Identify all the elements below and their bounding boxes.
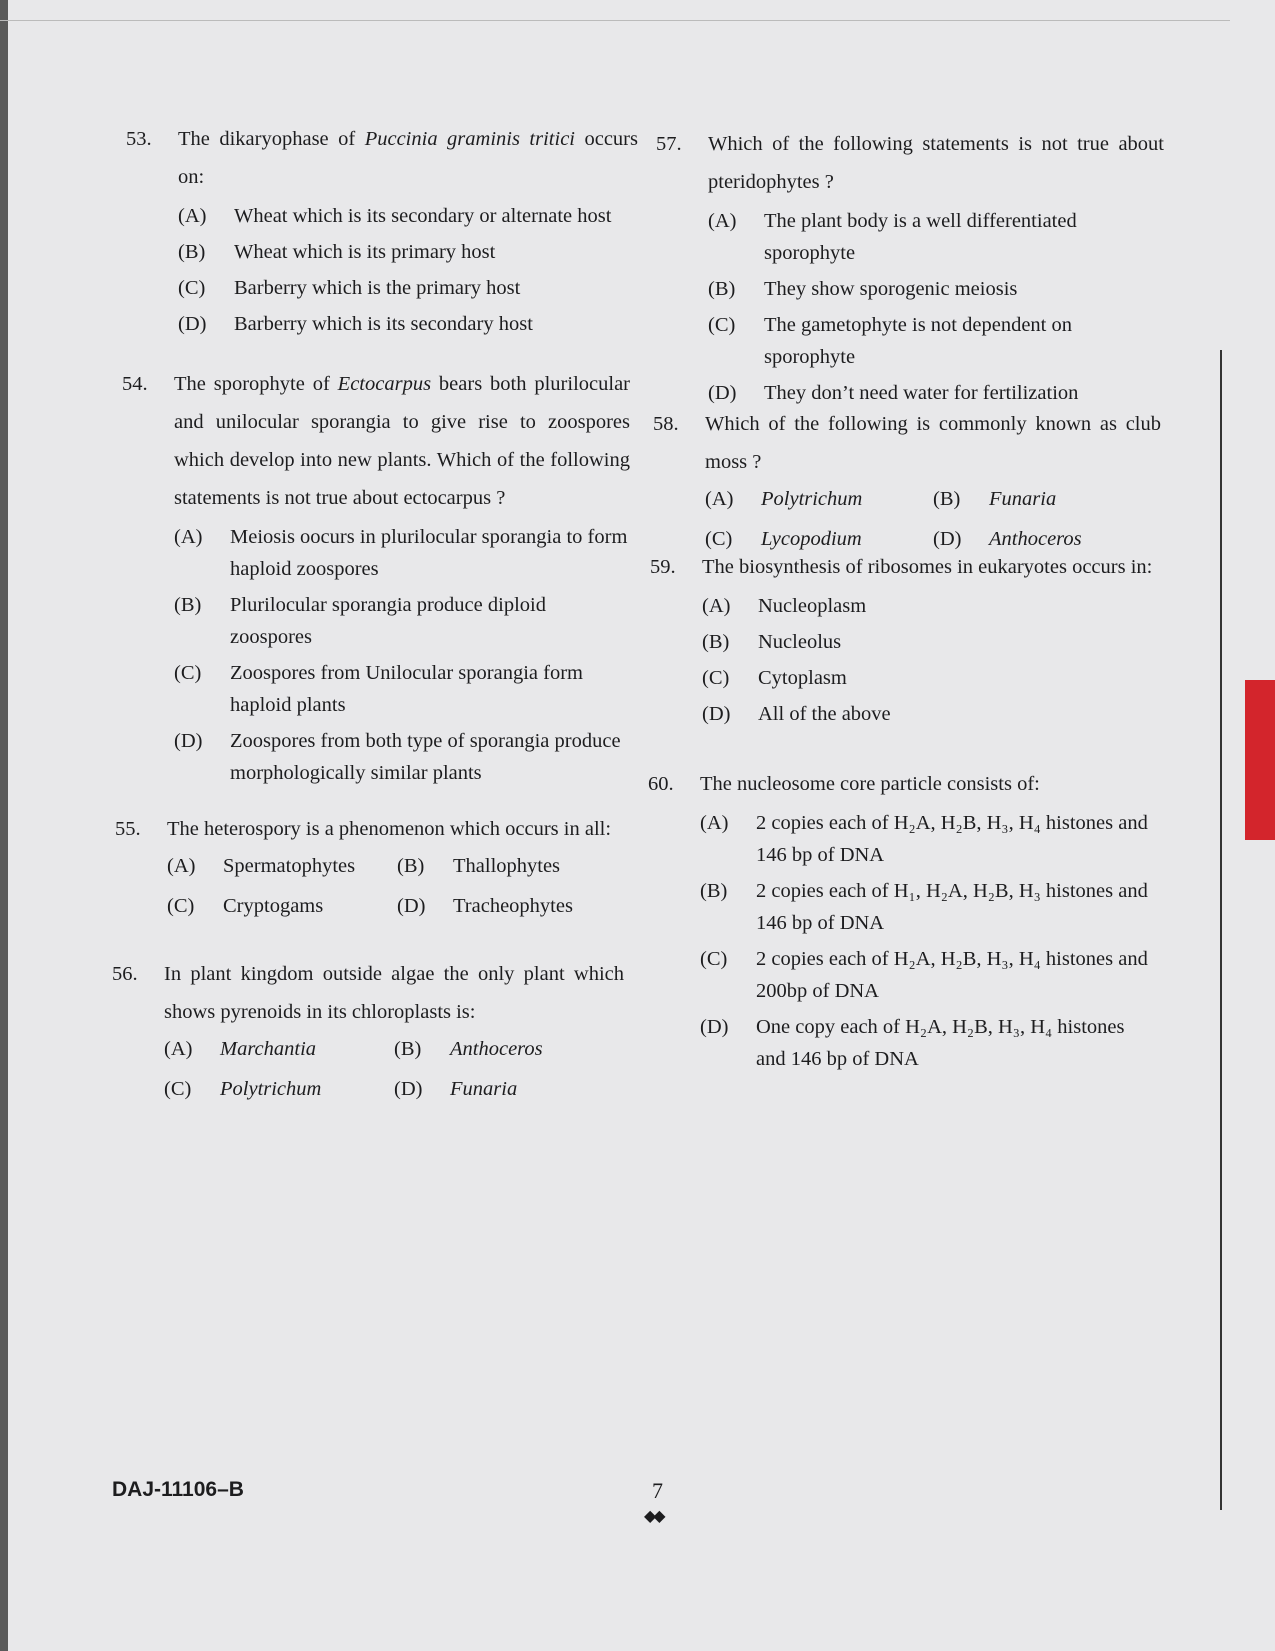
option-label: (A) [705,488,734,510]
option-label: (B) [933,488,961,510]
options-list [164,1031,624,1107]
option-text: Anthoceros [989,528,1082,550]
option-label: (C) [167,895,195,917]
question-number: 56. [112,963,138,985]
options-list [702,590,1158,730]
option-label: (C) [174,662,202,684]
option-text: Thallophytes [453,855,561,877]
question-number: 54. [122,373,148,395]
option-label: (B) [394,1038,422,1060]
option-text: Cryptogams [223,895,324,917]
question-number: 53. [126,128,152,150]
option-c[interactable] [700,943,1156,1007]
option-text: Polytrichum [220,1078,322,1100]
option-b[interactable] [700,875,1156,939]
question-text-segment: Which of the following statements is not true about pteridophytes ? [708,133,1164,193]
question-text-segment: occurs on: [178,128,638,188]
option-text: 2 copies each of H₁, H₂A, H₂B, H₃ histones and 146 bp of DNA [756,880,1148,934]
option-a[interactable] [167,848,397,884]
option-text: Plurilocular sporangia produce diploid zoospores [230,594,546,648]
scan-edge-right [1220,350,1222,1510]
option-label: (D) [397,895,426,917]
option-label: (D) [700,1016,729,1038]
option-a[interactable] [705,481,933,517]
option-text: Nucleolus [758,631,842,653]
options-list [178,200,638,340]
question-text-segment: Puccinia graminis tritici [364,128,575,150]
option-text: The plant body is a well differentiated sporophyte [764,210,1077,264]
option-label: (A) [702,595,731,617]
option-text: They show sporogenic meiosis [764,278,1018,300]
option-a[interactable] [708,205,1164,269]
option-text: Spermatophytes [223,855,356,877]
option-label: (C) [178,277,206,299]
divider [0,20,1230,21]
option-c[interactable] [164,1071,394,1107]
question-57 [656,125,1164,413]
question-number: 59. [650,556,676,578]
option-c[interactable] [167,888,397,924]
option-d[interactable] [178,308,638,340]
option-b[interactable] [178,236,638,268]
option-text: 2 copies each of H₂A, H₂B, H₃, H₄ histones and 200bp of DNA [756,948,1148,1002]
option-text: Zoospores from both type of sporangia produce morphologically similar plants [230,730,621,784]
question-text-segment: Which of the following is commonly known as club moss ? [705,413,1161,473]
option-label: (B) [700,880,728,902]
option-b[interactable] [702,626,1158,658]
option-text: Barberry which is its secondary host [234,313,533,335]
diamond-ornament-icon: ◆◆ [644,1508,663,1525]
option-label: (D) [702,703,731,725]
question-60 [648,765,1156,1079]
option-label: (C) [700,948,728,970]
options-list [708,205,1164,409]
seal-stamp [1245,680,1275,840]
question-number: 55. [115,818,141,840]
question-text-segment: The nucleosome core particle consists of: [700,773,1040,795]
question-58 [653,405,1161,557]
option-a[interactable] [702,590,1158,622]
option-text: The gametophyte is not dependent on sporophyte [764,314,1072,368]
question-text [174,365,630,517]
option-label: (A) [167,855,196,877]
option-label: (A) [700,812,729,834]
question-number: 58. [653,413,679,435]
question-53 [126,120,638,344]
option-label: (A) [708,210,737,232]
option-c[interactable] [178,272,638,304]
option-label: (B) [174,594,202,616]
question-number: 60. [648,773,674,795]
page-number: 7 [652,1478,663,1503]
question-text-segment: The dikaryophase of [178,128,365,150]
option-label: (C) [708,314,736,336]
option-text: Wheat which is its primary host [234,241,496,263]
option-label: (D) [178,313,207,335]
question-text [700,765,1156,803]
question-text [164,955,624,1031]
option-text: Marchantia [220,1038,317,1060]
option-text: Lycopodium [761,528,862,550]
option-text: Nucleoplasm [758,595,867,617]
option-text: They don’t need water for fertilization [764,382,1079,404]
option-text: All of the above [758,703,891,725]
option-c[interactable] [702,662,1158,694]
option-a[interactable] [174,521,630,585]
option-text: Tracheophytes [453,895,573,917]
booklet-code: DAJ-11106–B [112,1478,244,1501]
question-text [708,125,1164,201]
option-text: Wheat which is its secondary or alternate host [234,205,612,227]
option-b[interactable] [397,848,627,884]
option-text: Cytoplasm [758,667,847,689]
question-56 [112,955,624,1107]
option-label: (A) [164,1038,193,1060]
option-text: Zoospores from Unilocular sporangia form haploid plants [230,662,583,716]
option-text: Funaria [450,1078,518,1100]
options-list [705,481,1161,557]
option-d[interactable] [702,698,1158,730]
question-text-segment: bears both plurilocular and unilocular sporangia to give rise to zoospores which develop into new plants. Which of the following statements is not true about ectocarpus ? [174,373,630,509]
option-b[interactable] [933,481,1161,517]
option-a[interactable] [164,1031,394,1067]
option-label: (C) [702,667,730,689]
option-label: (B) [702,631,730,653]
option-a[interactable] [178,200,638,232]
option-b[interactable] [174,589,630,653]
question-text [178,120,638,196]
question-55 [115,810,627,924]
option-d[interactable] [174,725,630,789]
options-list [700,807,1156,1075]
option-c[interactable] [174,657,630,721]
option-text: One copy each of H₂A, H₂B, H₃, H₄ histones and 146 bp of DNA [756,1016,1125,1070]
question-text-segment: The sporophyte of [174,373,338,395]
option-label: (D) [174,730,203,752]
question-54 [122,365,630,793]
option-text: Meiosis oocurs in plurilocular sporangia to form haploid zoospores [230,526,628,580]
option-d[interactable] [394,1071,624,1107]
options-list [167,848,627,924]
option-label: (C) [164,1078,192,1100]
option-a[interactable] [700,807,1156,871]
question-text [167,810,627,848]
option-label: (B) [708,278,736,300]
option-text: Funaria [989,488,1057,510]
option-text: 2 copies each of H₂A, H₂B, H₃, H₄ histones and 146 bp of DNA [756,812,1148,866]
option-b[interactable] [708,273,1164,305]
option-d[interactable] [397,888,627,924]
question-text-segment: In plant kingdom outside algae the only plant which shows pyrenoids in its chloroplasts is: [164,963,624,1023]
option-label: (D) [708,382,737,404]
option-label: (B) [178,241,206,263]
question-text-segment: The heterospory is a phenomenon which occurs in all: [167,818,612,840]
question-text-segment: Ectocarpus [337,373,432,395]
question-text-segment: The biosynthesis of ribosomes in eukaryotes occurs in: [702,556,1153,578]
option-c[interactable] [708,309,1164,373]
question-number: 57. [656,133,682,155]
option-label: (C) [705,528,733,550]
options-list [174,521,630,789]
option-text: Anthoceros [450,1038,543,1060]
option-label: (D) [394,1078,423,1100]
option-text: Polytrichum [761,488,863,510]
scan-edge [0,0,8,1651]
option-b[interactable] [394,1031,624,1067]
option-label: (A) [174,526,203,548]
option-label: (B) [397,855,425,877]
option-label: (D) [933,528,962,550]
option-text: Barberry which is the primary host [234,277,521,299]
option-label: (A) [178,205,207,227]
question-59 [650,548,1158,734]
question-text [705,405,1161,481]
option-d[interactable] [700,1011,1156,1075]
question-text [702,548,1158,586]
